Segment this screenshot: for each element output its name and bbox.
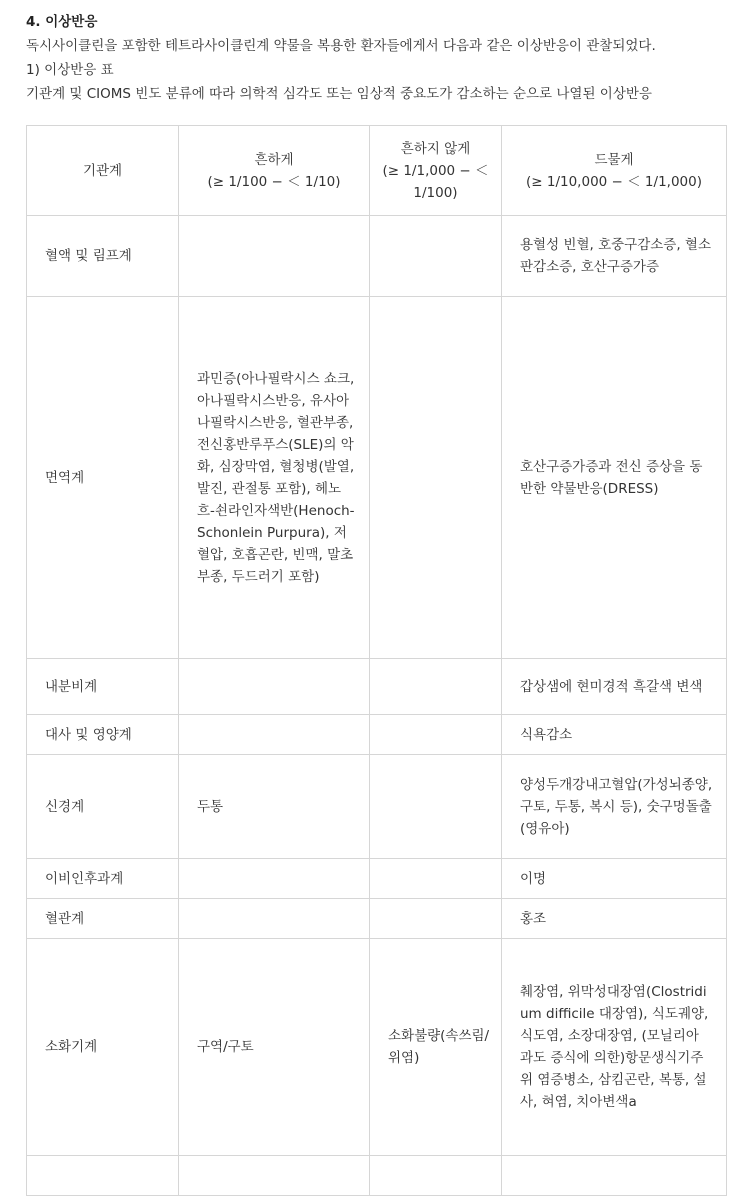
cell-rare: 호산구증가증과 전신 증상을 동반한 약물반응(DRESS) (502, 297, 727, 659)
table-row (27, 755, 727, 859)
intro-paragraph: 독시사이클린을 포함한 테트라사이클린계 약물을 복용한 환자들에게서 다음과 같은 이상반응이 관찰되었다. (26, 38, 656, 54)
document-body (26, 0, 731, 106)
cell-uncommon: 소화불량(속쓰림/위염) (370, 939, 502, 1156)
header-common (179, 126, 370, 216)
cell-uncommon (370, 297, 502, 659)
cell-uncommon (370, 859, 502, 899)
cell-organ: 신경계 (27, 755, 179, 859)
cell-organ: 대사 및 영양계 (27, 715, 179, 755)
table-row (27, 1156, 727, 1196)
cell-organ: 내분비계 (27, 659, 179, 715)
table-row (27, 659, 727, 715)
cell-rare: 용혈성 빈혈, 호중구감소증, 혈소판감소증, 호산구증가증 (502, 216, 727, 297)
adverse-reactions-table (26, 125, 727, 1196)
cell-common (179, 715, 370, 755)
cell-rare (502, 1156, 727, 1196)
cell-common (179, 859, 370, 899)
cell-rare: 췌장염, 위막성대장염(Clostridium difficile 대장염), 식도궤양, 식도염, 소장대장염, (모닐리아 과도 증식에 의한)항문생식기주위 염증병소, 삼킴곤란, 복통, 설사, 혀염, 치아변색a (502, 939, 727, 1156)
table-row (27, 297, 727, 659)
header-rare (502, 126, 727, 216)
table-row (27, 859, 727, 899)
header-range: (≥ 1/1,000 − ＜ 1/100) (382, 162, 489, 201)
cell-rare: 이명 (502, 859, 727, 899)
cell-organ: 혈액 및 림프계 (27, 216, 179, 297)
header-organ-system (27, 126, 179, 216)
header-label: 드물게 (594, 151, 634, 168)
cell-rare: 갑상샘에 현미경적 흑갈색 변색 (502, 659, 727, 715)
table-row (27, 939, 727, 1156)
header-range: (≥ 1/100 − ＜ 1/10) (207, 173, 341, 190)
table-header-row (27, 126, 727, 216)
cell-uncommon (370, 899, 502, 939)
cell-common (179, 899, 370, 939)
header-uncommon (370, 126, 502, 216)
cell-common: 과민증(아나필락시스 쇼크, 아나필락시스반응, 유사아나필락시스반응, 혈관부종, 전신홍반루푸스(SLE)의 악화, 심장막염, 혈청병(발열, 발진, 관절통 포함), 헤노흐-쇤라인자색반(Henoch-Schonlein Purpura), 저혈압, 호흡곤란, 빈맥, 말초부종, 두드러기 포함) (179, 297, 370, 659)
cell-uncommon (370, 1156, 502, 1196)
header-label: 기관계 (82, 162, 123, 179)
table-description: 기관계 및 CIOMS 빈도 분류에 따라 의학적 심각도 또는 임상적 중요도가 감소하는 순으로 나열된 이상반응 (26, 86, 652, 102)
cell-uncommon (370, 715, 502, 755)
header-label: 흔하게 (254, 151, 294, 168)
cell-organ: 소화기계 (27, 939, 179, 1156)
header-range: (≥ 1/10,000 − ＜ 1/1,000) (526, 173, 702, 190)
cell-uncommon (370, 755, 502, 859)
cell-common (179, 659, 370, 715)
cell-rare: 홍조 (502, 899, 727, 939)
table-row (27, 715, 727, 755)
cell-rare: 양성두개강내고혈압(가성뇌종양, 구토, 두통, 복시 등), 숫구멍돌출(영유아) (502, 755, 727, 859)
cell-organ: 이비인후과계 (27, 859, 179, 899)
cell-uncommon (370, 659, 502, 715)
cell-uncommon (370, 216, 502, 297)
table-row (27, 216, 727, 297)
table-row (27, 899, 727, 939)
cell-common: 두통 (179, 755, 370, 859)
cell-rare: 식욕감소 (502, 715, 727, 755)
cell-common (179, 216, 370, 297)
cell-common: 구역/구토 (179, 939, 370, 1156)
cell-common (179, 1156, 370, 1196)
cell-organ: 혈관계 (27, 899, 179, 939)
section-title: 4. 이상반응 (26, 14, 98, 30)
cell-organ: 면역계 (27, 297, 179, 659)
cell-organ (27, 1156, 179, 1196)
table-subheading: 1) 이상반응 표 (26, 62, 114, 78)
header-label: 흔하지 않게 (400, 140, 471, 157)
